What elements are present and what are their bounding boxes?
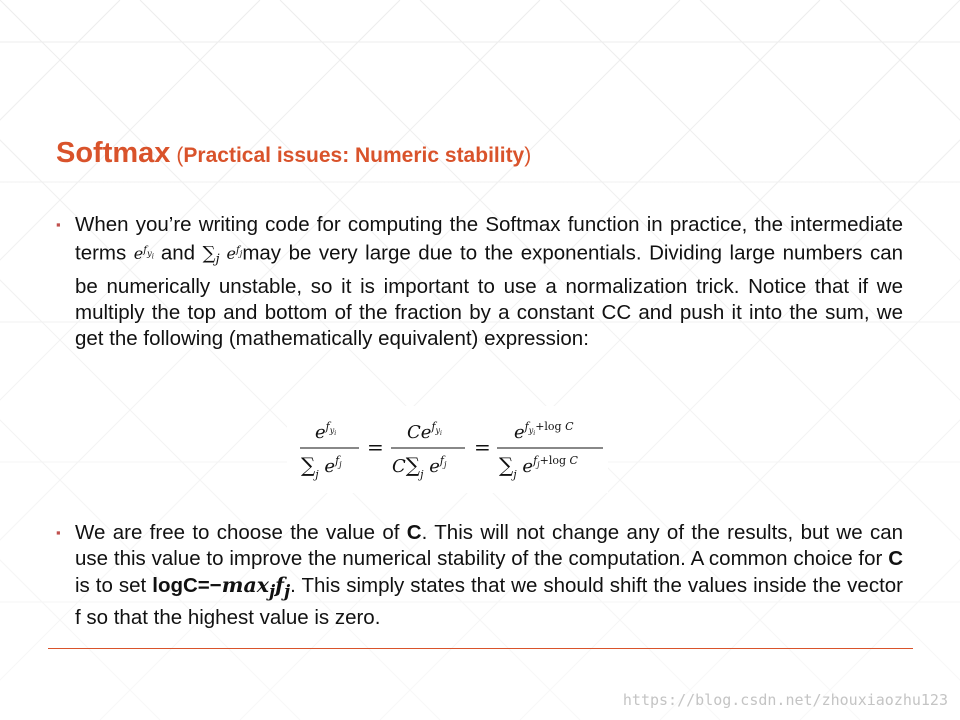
constant-c: C [888, 547, 903, 570]
softmax-equivalence-formula [287, 406, 608, 493]
slide-title [56, 133, 531, 170]
bullet-1-paragraph: When you’re writing code for computing the Softmax function in practice, the intermediate terms $e^{f_{y_i}}$ and $\sum_j$ $e^{f_j}may$ be very large due to the exponentials. Dividing large numbers can be numerically unstable, so it is important to use a normalization trick. Notice that if we multiply the top and bottom of the fraction by a constant CC and push it into the sum, we get the following (mathematically equivalent) expression: [75, 213, 903, 350]
logc-expression: logC=− [152, 574, 222, 597]
watermark-url: https://blog.csdn.net/zhouxiaozhu123 [622, 691, 948, 709]
formula-rhs-numerator: $e^fyi^{+log}$ C [514, 420, 574, 443]
max-expression: $\max_jf_j$ [221, 573, 291, 603]
bullet-choice-of-c [56, 520, 903, 631]
bullet-marker-icon: ▪ [56, 525, 61, 540]
bottom-divider [48, 648, 913, 649]
bullet-normalization-trick [56, 212, 903, 352]
formula-lhs-denominator: $\sum_j$ $e^fj$ [301, 453, 342, 481]
formula-rhs-denominator: $\sum_j$ $e^fj+\log$ C [499, 453, 578, 481]
title-main: Softmax [56, 137, 171, 169]
formula-lhs-numerator: $e^fyi$ [315, 420, 337, 443]
title-subtitle: (Practical issues: Numeric stability) [176, 144, 532, 167]
inline-formula-sum-exp-fj: $\sum_j$ $e^{f_j}$ [202, 243, 243, 268]
formula-mid-denominator: $C\sum_j$ $e^fj$ [392, 453, 447, 481]
formula-mid-numerator: Ce$^f$yi [407, 420, 442, 443]
formula-equals-2: = [474, 435, 491, 459]
formula-equals-1: = [367, 435, 384, 459]
inline-formula-exp-fyi: $e^{f_{y_i}}$ [133, 244, 154, 264]
subtitle-text: Practical issues: Numeric stability [183, 144, 525, 167]
bullet-2-paragraph: We are free to choose the value of C. This will not change any of the results, but we can use this value to improve the numerical stability of the computation. A common choice for C is to set $\log C=-\max_jf_j$. This simply states that we should shift the values inside the vector f so that the highest value is zero. [75, 521, 904, 630]
constant-c: C [406, 521, 422, 544]
bullet-marker-icon: ▪ [56, 217, 61, 232]
